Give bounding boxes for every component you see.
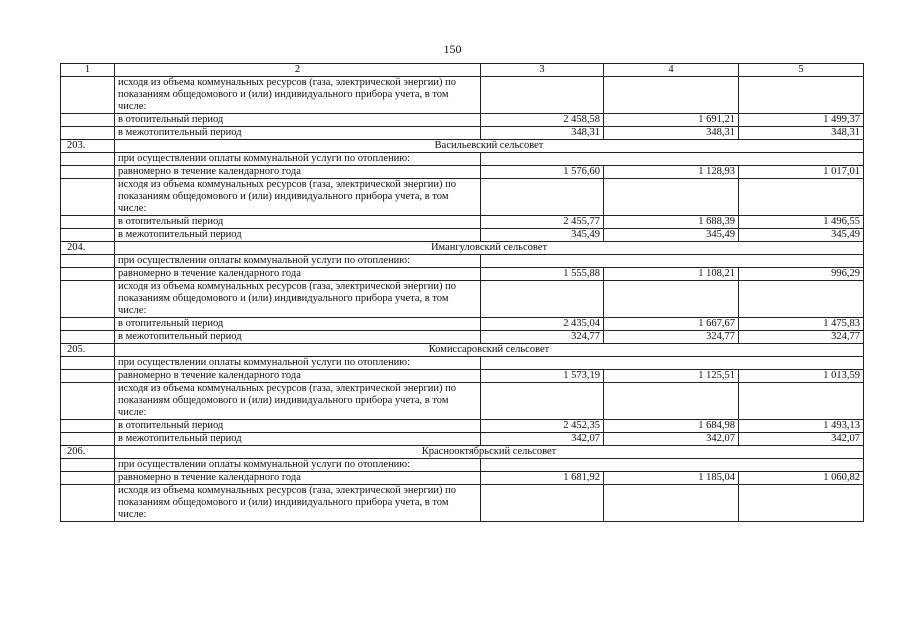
row-index [61, 357, 115, 370]
row-label: в межотопительный период [115, 229, 481, 242]
value-col-5: 1 013,59 [739, 370, 864, 383]
value-col-4: 324,77 [604, 331, 739, 344]
value-col-5: 324,77 [739, 331, 864, 344]
row-index [61, 420, 115, 433]
table-row [61, 127, 864, 140]
table-row [61, 229, 864, 242]
section-title: Имангуловский сельсовет [115, 242, 864, 255]
table-row [61, 383, 864, 420]
value-col-3: 342,07 [481, 433, 604, 446]
row-label: в межотопительный период [115, 127, 481, 140]
column-header: 4 [604, 64, 739, 77]
value-col-4: 342,07 [604, 433, 739, 446]
section-title: Краснооктябрьский сельсовет [115, 446, 864, 459]
value-col-5: 1 017,01 [739, 166, 864, 179]
table-row [61, 77, 864, 114]
value-col-3: 2 455,77 [481, 216, 604, 229]
value-col-5 [739, 485, 864, 522]
row-label: при осуществлении оплаты коммунальной услуги по отоплению: [115, 459, 481, 472]
value-col-3: 2 458,58 [481, 114, 604, 127]
table-body [61, 77, 864, 522]
value-col-3 [481, 77, 604, 114]
section-title: Комиссаровский сельсовет [115, 344, 864, 357]
value-col-3 [481, 485, 604, 522]
row-label: в отопительный период [115, 318, 481, 331]
row-label-continuation [481, 459, 864, 472]
row-label-continuation [481, 153, 864, 166]
table-row [61, 255, 864, 268]
row-label: в отопительный период [115, 114, 481, 127]
value-col-5: 345,49 [739, 229, 864, 242]
row-index: 206. [61, 446, 115, 459]
row-index [61, 472, 115, 485]
table-row [61, 331, 864, 344]
row-index [61, 370, 115, 383]
table-row [61, 485, 864, 522]
row-index [61, 281, 115, 318]
value-col-3 [481, 383, 604, 420]
value-col-4: 1 108,21 [604, 268, 739, 281]
value-col-4 [604, 77, 739, 114]
value-col-4 [604, 383, 739, 420]
row-index [61, 383, 115, 420]
table-row [61, 179, 864, 216]
value-col-4: 345,49 [604, 229, 739, 242]
row-index [61, 433, 115, 446]
value-col-3: 1 573,19 [481, 370, 604, 383]
table-row [61, 114, 864, 127]
value-col-3: 345,49 [481, 229, 604, 242]
value-col-5: 1 493,13 [739, 420, 864, 433]
row-label: в межотопительный период [115, 331, 481, 344]
table-row [61, 216, 864, 229]
row-label: равномерно в течение календарного года [115, 370, 481, 383]
row-index [61, 255, 115, 268]
value-col-4 [604, 485, 739, 522]
value-col-5: 348,31 [739, 127, 864, 140]
row-index [61, 216, 115, 229]
value-col-5: 996,29 [739, 268, 864, 281]
value-col-3 [481, 179, 604, 216]
value-col-4 [604, 179, 739, 216]
value-col-5: 1 060,82 [739, 472, 864, 485]
row-label-continuation [481, 357, 864, 370]
column-header: 2 [115, 64, 481, 77]
value-col-3 [481, 281, 604, 318]
row-index [61, 318, 115, 331]
value-col-3: 1 555,88 [481, 268, 604, 281]
value-col-4: 1 684,98 [604, 420, 739, 433]
row-label: исходя из объема коммунальных ресурсов (газа, электрической энергии) по показаниям общедомового и (или) индивидуального прибора учета, в том числе: [115, 179, 481, 216]
section-title: Васильевский сельсовет [115, 140, 864, 153]
section-row [61, 344, 864, 357]
table-row [61, 166, 864, 179]
row-index [61, 153, 115, 166]
table-row [61, 268, 864, 281]
row-index: 203. [61, 140, 115, 153]
table-header-row [61, 64, 864, 77]
value-col-4: 1 185,04 [604, 472, 739, 485]
value-col-5: 1 496,55 [739, 216, 864, 229]
table-row [61, 370, 864, 383]
row-index [61, 166, 115, 179]
value-col-5 [739, 77, 864, 114]
page-number: 150 [443, 42, 462, 56]
tariff-table [60, 63, 864, 522]
table-row [61, 433, 864, 446]
table-row [61, 420, 864, 433]
row-index [61, 77, 115, 114]
row-label: исходя из объема коммунальных ресурсов (газа, электрической энергии) по показаниям общедомового и (или) индивидуального прибора учета, в том числе: [115, 383, 481, 420]
row-index [61, 459, 115, 472]
column-header: 5 [739, 64, 864, 77]
row-label: при осуществлении оплаты коммунальной услуги по отоплению: [115, 357, 481, 370]
value-col-3: 324,77 [481, 331, 604, 344]
value-col-5: 1 499,37 [739, 114, 864, 127]
value-col-5 [739, 179, 864, 216]
row-index [61, 114, 115, 127]
table-row [61, 281, 864, 318]
value-col-4 [604, 281, 739, 318]
row-index [61, 485, 115, 522]
row-label: равномерно в течение календарного года [115, 268, 481, 281]
value-col-4: 1 688,39 [604, 216, 739, 229]
value-col-5: 342,07 [739, 433, 864, 446]
value-col-4: 1 128,93 [604, 166, 739, 179]
value-col-4: 1 125,51 [604, 370, 739, 383]
row-label: исходя из объема коммунальных ресурсов (газа, электрической энергии) по показаниям общедомового и (или) индивидуального прибора учета, в том числе: [115, 485, 481, 522]
row-index: 205. [61, 344, 115, 357]
row-index [61, 179, 115, 216]
table-row [61, 357, 864, 370]
row-index [61, 331, 115, 344]
table-row [61, 459, 864, 472]
value-col-3: 1 576,60 [481, 166, 604, 179]
value-col-4: 1 691,21 [604, 114, 739, 127]
row-label: при осуществлении оплаты коммунальной услуги по отоплению: [115, 153, 481, 166]
value-col-4: 348,31 [604, 127, 739, 140]
value-col-3: 348,31 [481, 127, 604, 140]
column-header: 1 [61, 64, 115, 77]
value-col-3: 1 681,92 [481, 472, 604, 485]
value-col-5 [739, 281, 864, 318]
row-index [61, 127, 115, 140]
value-col-4: 1 667,67 [604, 318, 739, 331]
row-label: исходя из объема коммунальных ресурсов (газа, электрической энергии) по показаниям общедомового и (или) индивидуального прибора учета, в том числе: [115, 281, 481, 318]
section-row [61, 446, 864, 459]
row-index [61, 229, 115, 242]
value-col-3: 2 452,35 [481, 420, 604, 433]
value-col-5: 1 475,83 [739, 318, 864, 331]
row-label: равномерно в течение календарного года [115, 166, 481, 179]
row-index [61, 268, 115, 281]
value-col-3: 2 435,04 [481, 318, 604, 331]
row-label: равномерно в течение календарного года [115, 472, 481, 485]
row-label: в межотопительный период [115, 433, 481, 446]
section-row [61, 140, 864, 153]
row-label: исходя из объема коммунальных ресурсов (газа, электрической энергии) по показаниям общедомового и (или) индивидуального прибора учета, в том числе: [115, 77, 481, 114]
row-label: в отопительный период [115, 216, 481, 229]
value-col-5 [739, 383, 864, 420]
row-label-continuation [481, 255, 864, 268]
row-label: при осуществлении оплаты коммунальной услуги по отоплению: [115, 255, 481, 268]
column-header: 3 [481, 64, 604, 77]
row-label: в отопительный период [115, 420, 481, 433]
table-row [61, 153, 864, 166]
table-row [61, 472, 864, 485]
row-index: 204. [61, 242, 115, 255]
section-row [61, 242, 864, 255]
table-row [61, 318, 864, 331]
